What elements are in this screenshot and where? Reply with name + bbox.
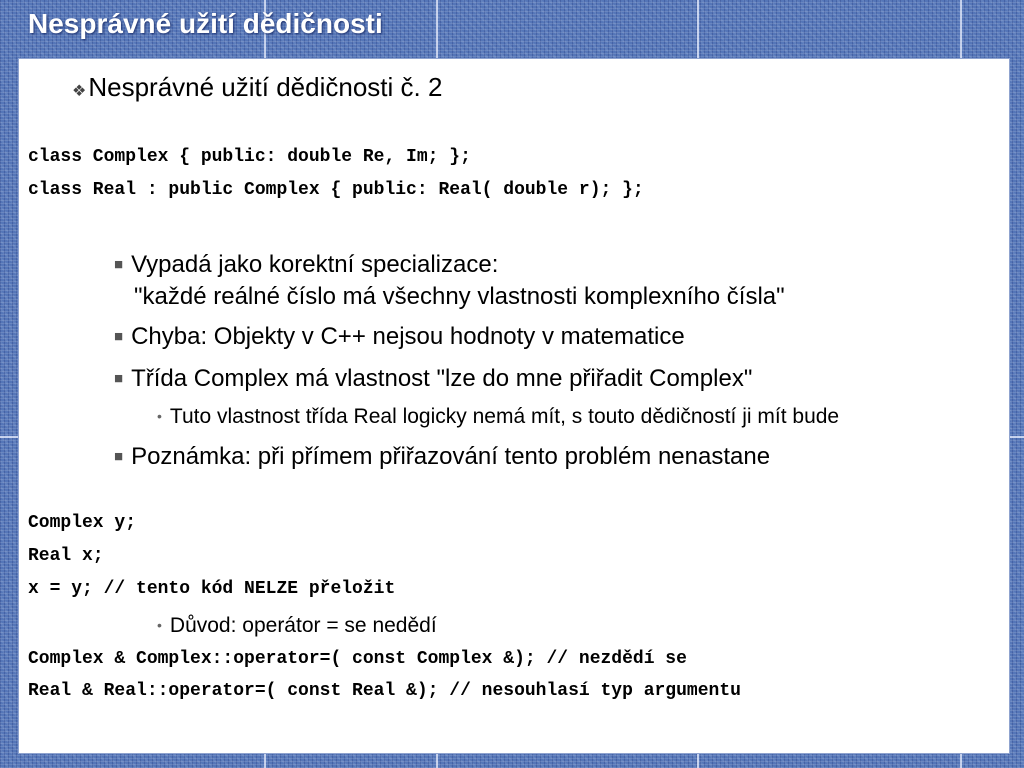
bullet-item [114,321,685,356]
code-line: Complex y; [28,513,137,533]
slide-heading: Nesprávné užití dědičnosti č. 2 [88,72,443,102]
heading-row [72,72,442,103]
bullet-text: Chyba: Objekty v C++ nejsou hodnoty v matematice [131,323,685,350]
code-line: Real & Real::operator=( const Real &); // nesouhlasí typ argumentu [28,681,741,701]
code-line: class Complex { public: double Re, Im; }; [28,147,471,167]
bullet-item [114,441,770,476]
bullet-text: Vypadá jako korektní specializace: [131,251,499,278]
bullet-item [114,363,752,398]
bullet-text: Třída Complex má vlastnost "lze do mne přiřadit Complex" [131,365,753,392]
slide-title: Nesprávné užití dědičnosti [28,8,383,39]
square-bullet-icon: ■ [114,328,124,345]
code-line: Complex & Complex::operator=( const Complex &); // nezdědí se [28,649,687,669]
sub-bullet-text: Tuto vlastnost třída Real logicky nemá mít, s touto dědičností ji mít bude [169,405,840,428]
square-bullet-icon: ■ [114,256,124,273]
sub-bullet-text: Důvod: operátor = se nedědí [169,614,437,637]
diamond-bullet-icon: ❖ [72,83,87,100]
code-line: Real x; [28,546,104,566]
bullet-text: Poznámka: při přímem přiřazování tento problém nenastane [131,443,771,470]
bullet-item [114,249,498,284]
code-line: class Real : public Complex { public: Real( double r); }; [28,180,644,200]
sub-bullet-item [157,612,437,641]
dot-bullet-icon: • [157,617,162,633]
square-bullet-icon: ■ [114,448,124,465]
square-bullet-icon: ■ [114,370,124,387]
code-line: x = y; // tento kód NELZE přeložit [28,579,396,599]
dot-bullet-icon: • [157,408,162,424]
sub-bullet-item [157,403,839,432]
bullet-continuation: "každé reálné číslo má všechny vlastnosti komplexního čísla" [134,283,785,310]
